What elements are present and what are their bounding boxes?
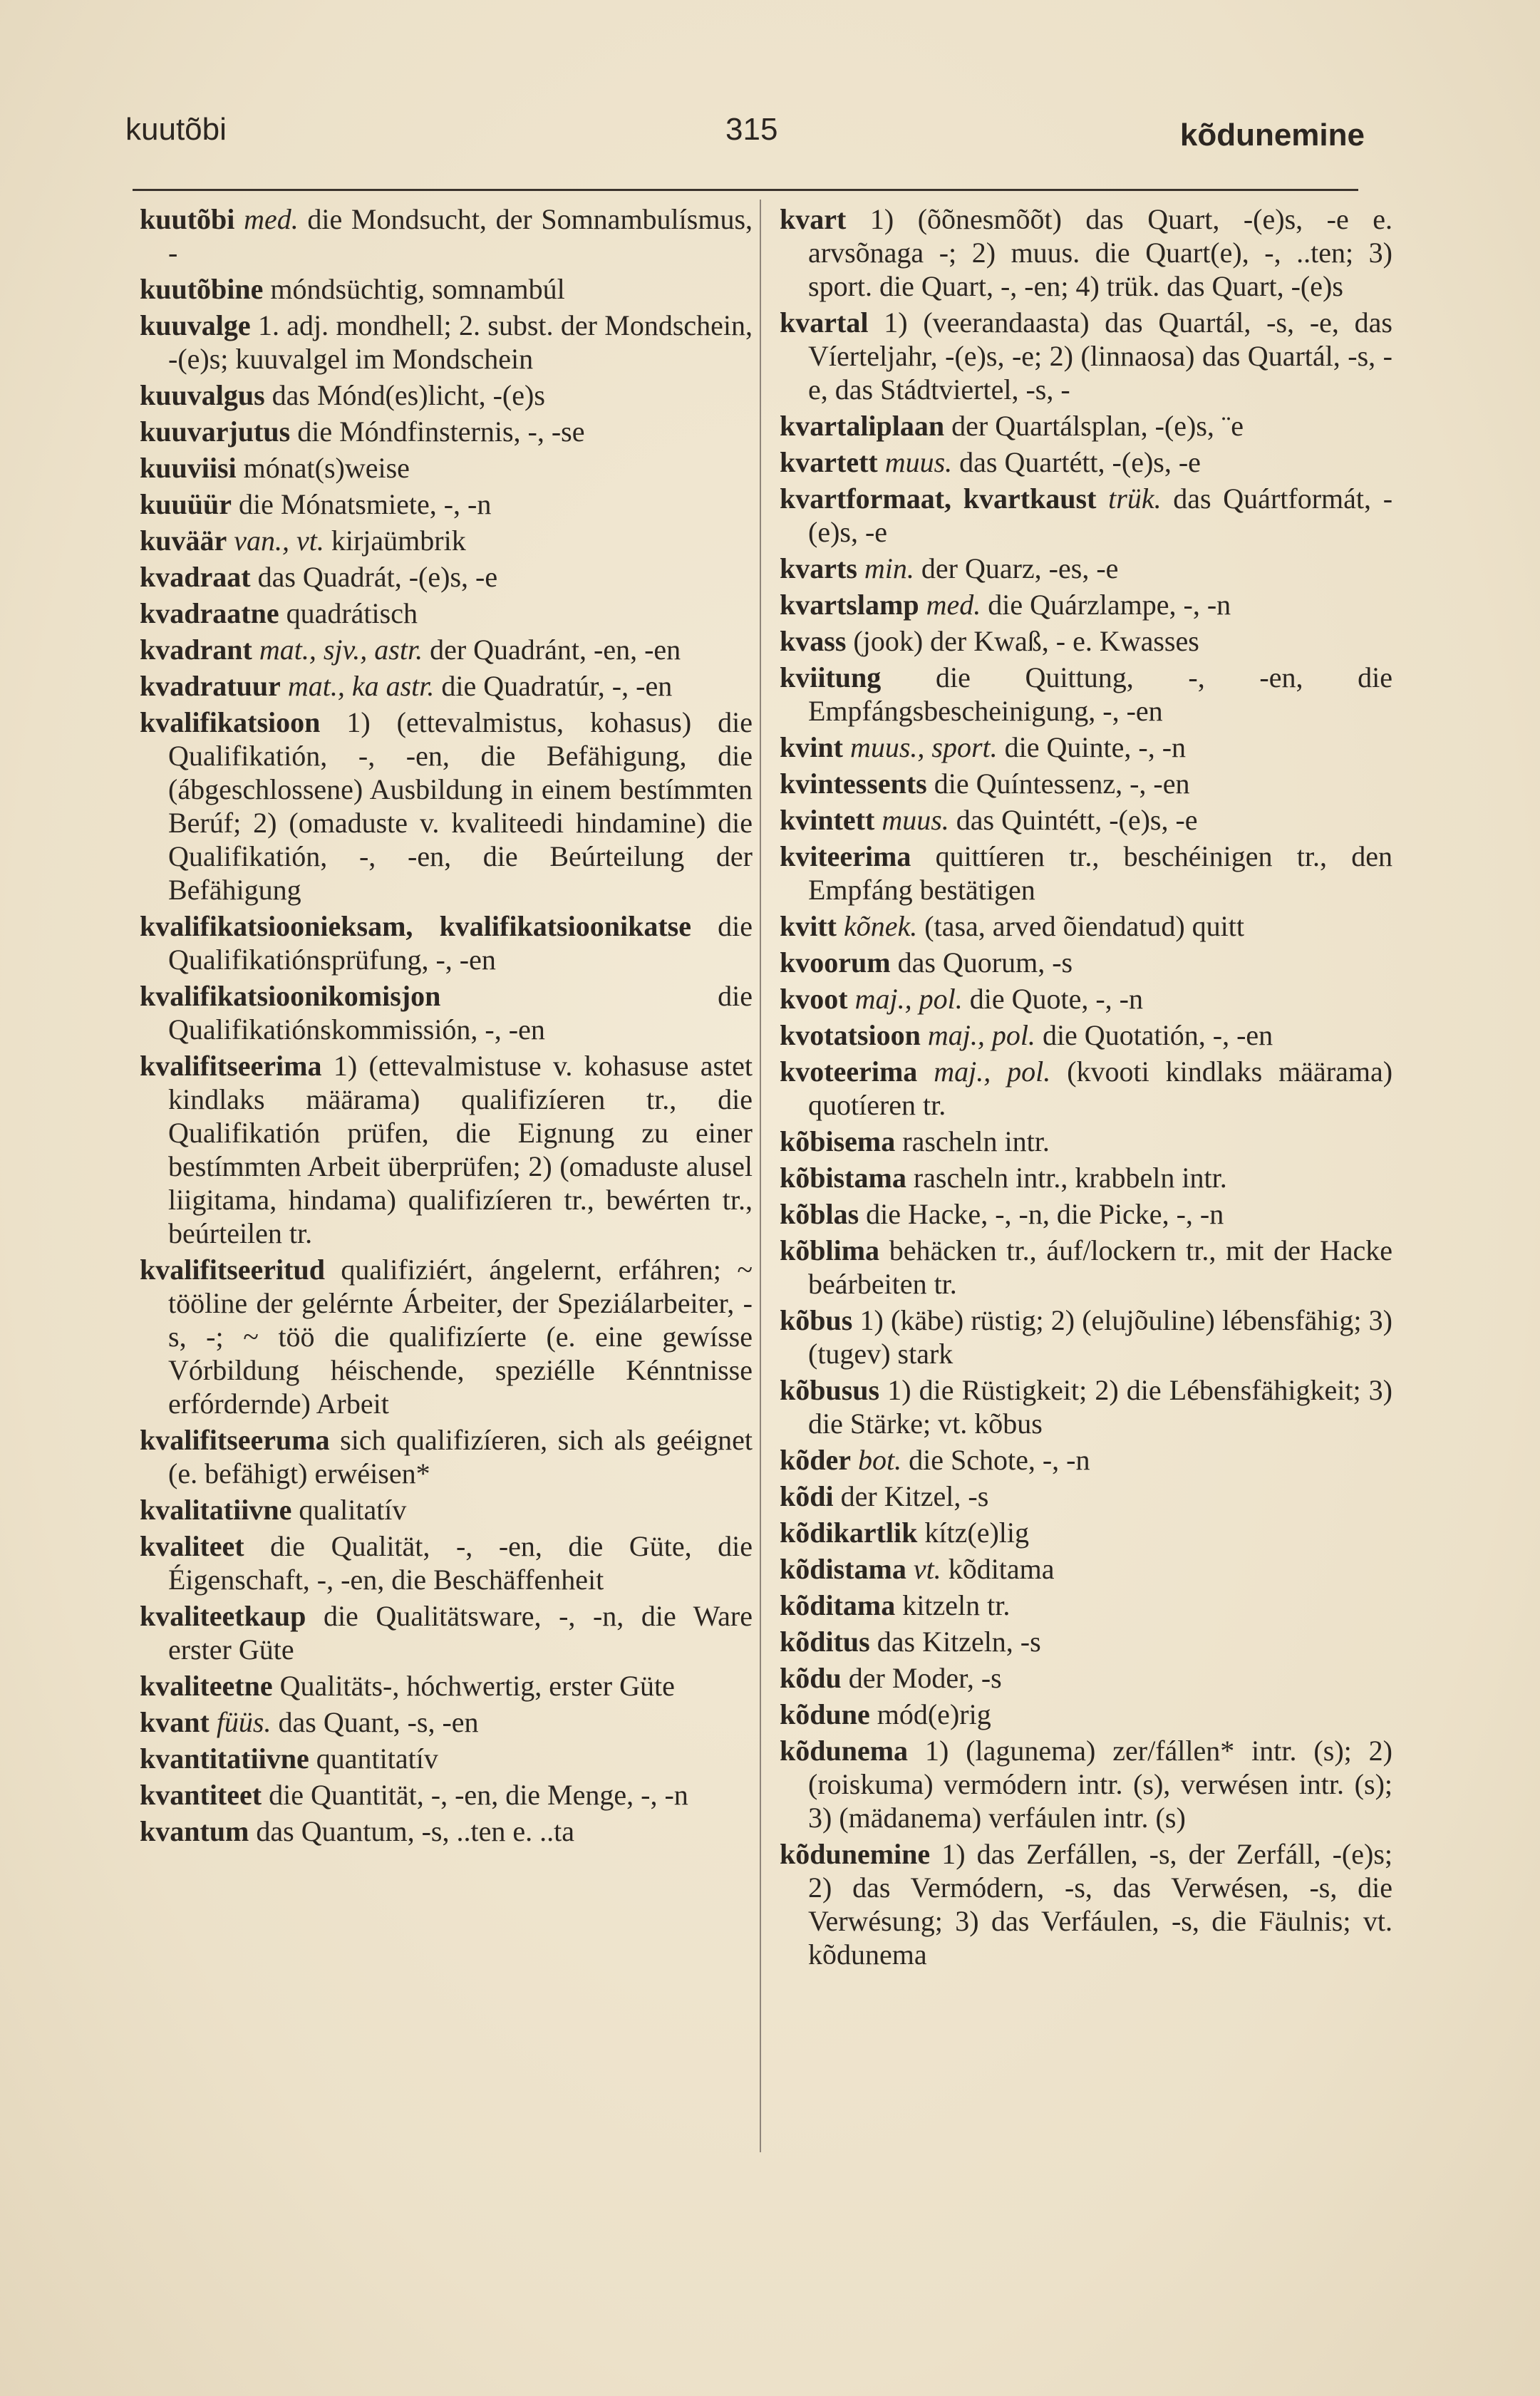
entry-headword: kvitt xyxy=(780,910,837,942)
entry-headword: kvantiteet xyxy=(140,1779,262,1811)
entry-headword: kvalifikatsioonikomisjon xyxy=(140,980,441,1012)
dictionary-entry xyxy=(140,1778,753,1812)
dictionary-entry xyxy=(140,633,753,666)
page-number: 315 xyxy=(725,112,778,147)
entry-definition: das Quantum, -s, ..ten e. ..ta xyxy=(256,1815,574,1847)
entry-definition: die Hacke, -, -n, die Picke, -, -n xyxy=(866,1198,1224,1230)
entry-headword: kuutõbine xyxy=(140,273,264,305)
entry-definition: die Mónatsmiete, -, -n xyxy=(238,488,492,520)
entry-usage-label: med. xyxy=(244,203,299,235)
entry-headword: kuutõbi xyxy=(140,203,235,235)
entry-headword: kvartslamp xyxy=(780,589,919,621)
entry-headword: kvint xyxy=(780,731,843,763)
entry-headword: kvantum xyxy=(140,1815,249,1847)
entry-headword: kvadratuur xyxy=(140,670,281,702)
entry-headword: kõdikartlik xyxy=(780,1517,918,1549)
entry-definition: kirjaümbrik xyxy=(331,525,466,557)
left-column xyxy=(140,202,753,1851)
entry-headword: kuuvalge xyxy=(140,309,251,341)
entry-headword: kuväär xyxy=(140,525,227,557)
entry-definition: (kvooti kindlaks määrama) quotíeren tr. xyxy=(808,1055,1393,1121)
entry-definition: die Quote, -, -n xyxy=(969,983,1143,1015)
entry-definition: die Quadratúr, -, -en xyxy=(441,670,673,702)
dictionary-entry xyxy=(780,982,1392,1016)
entry-headword: kvadraat xyxy=(140,561,251,593)
entry-headword: kõditus xyxy=(780,1626,870,1658)
dictionary-entry xyxy=(140,560,753,594)
entry-definition: die Quárzlampe, -, -n xyxy=(988,589,1231,621)
dictionary-entry xyxy=(780,1055,1392,1122)
dictionary-entry xyxy=(780,1589,1392,1622)
dictionary-entry xyxy=(140,309,753,376)
running-head-right: kõdunemine xyxy=(1179,118,1365,153)
entry-definition: 1. adj. mondhell; 2. subst. der Mondschein, -(e)s; kuuvalgel im Mondschein xyxy=(168,309,753,375)
dictionary-entry xyxy=(780,1698,1392,1731)
dictionary-entry xyxy=(780,1197,1392,1231)
entry-headword: kvintessents xyxy=(780,768,927,800)
dictionary-entry xyxy=(780,1303,1392,1370)
entry-definition: das Mónd(es)licht, -(e)s xyxy=(272,379,545,411)
entry-definition: quadrátisch xyxy=(286,597,418,629)
dictionary-entry xyxy=(140,1493,753,1527)
entry-usage-label: mat., ka astr. xyxy=(287,670,435,702)
entry-headword: kvalifitseeruma xyxy=(140,1424,330,1456)
entry-headword: kvant xyxy=(140,1706,210,1738)
entry-definition: behäcken tr., áuf/lockern tr., mit der Hacke beárbeiten tr. xyxy=(808,1234,1392,1300)
entry-headword: kviitung xyxy=(780,661,882,693)
entry-definition: 1) (veerandaasta) das Quartál, -s, -e, das Víerteljahr, -(e)s, -e; 2) (linnaosa) das Quartál, -s, -e, das Stádtviertel, -s, - xyxy=(808,306,1393,406)
entry-headword: kõbisema xyxy=(780,1125,896,1157)
entry-definition: quantitatív xyxy=(316,1742,438,1775)
entry-usage-label: maj., pol. xyxy=(854,983,963,1015)
entry-definition: kítz(e)lig xyxy=(924,1517,1030,1549)
dictionary-entry xyxy=(140,1669,753,1703)
entry-definition: das Kitzeln, -s xyxy=(877,1626,1041,1658)
dictionary-entry xyxy=(140,669,753,703)
entry-headword: kõdunema xyxy=(780,1735,909,1767)
dictionary-entry xyxy=(780,1837,1392,1971)
entry-definition: 1) (lagunema) zer/fállen* intr. (s); 2) (roiskuma) vermódern intr. (s), verwésen intr. (s); 3) (mädanema) verfáulen intr. (s) xyxy=(808,1735,1392,1834)
entry-definition: die Quinte, -, -n xyxy=(1004,731,1187,763)
entry-definition: die Qualität, -, -en, die Güte, die Éigenschaft, -, -en, die Beschäffenheit xyxy=(168,1530,753,1596)
entry-definition: (tasa, arved õiendatud) quitt xyxy=(924,910,1244,942)
entry-headword: kõdunemine xyxy=(780,1838,931,1870)
dictionary-entry xyxy=(140,909,753,976)
entry-definition: der Kitzel, -s xyxy=(840,1480,989,1512)
entry-headword: kvart xyxy=(780,203,847,235)
entry-headword: kvadrant xyxy=(140,634,252,666)
entry-definition: die Qualifikatiónskommissión, -, -en xyxy=(168,980,753,1045)
dictionary-entry xyxy=(780,306,1392,406)
entry-definition: die Quíntessenz, -, -en xyxy=(934,768,1190,800)
entry-headword: kuuvalgus xyxy=(140,379,265,411)
entry-usage-label: van., vt. xyxy=(234,525,324,557)
dictionary-entry xyxy=(780,840,1392,907)
entry-definition: 1) (ettevalmistus, kohasus) die Qualifikatión, -, -en, die Befähigung, die (ábgeschlossene) Ausbildung in einem bestímmten Berúf; 2) (omaduste v. kvaliteedi hindamine) die Qualifikatión, -, -en, die Beúrteilung der Befähigung xyxy=(168,706,753,906)
entry-headword: kvartformaat, kvartkaust xyxy=(780,482,1097,515)
entry-usage-label: mat., sjv., astr. xyxy=(259,634,423,666)
entry-headword: kuuviisi xyxy=(140,452,237,484)
entry-definition: die Schote, -, -n xyxy=(909,1444,1090,1476)
entry-definition: qualifiziért, ángelernt, erfáhren; ~ tööline der gelérnte Árbeiter, der Speziálarbeiter, -s, -; ~ töö die qualifizíerte (e. eine gewísse Vórbildung héischende, speziélle Kénntnisse erfórdernde) Arbeit xyxy=(168,1254,753,1420)
entry-headword: kõdune xyxy=(780,1698,870,1730)
entry-usage-label: trük. xyxy=(1108,482,1162,515)
entry-headword: kvadraatne xyxy=(140,597,279,629)
entry-usage-label: muus. xyxy=(882,804,949,836)
dictionary-entry xyxy=(140,1599,753,1666)
entry-definition: das Quártformát, -(e)s, -e xyxy=(808,482,1393,548)
entry-definition: die Quotatión, -, -en xyxy=(1042,1019,1273,1051)
entry-headword: kvalifikatsioonieksam, kvalifikatsioonikatse xyxy=(140,910,691,942)
dictionary-entry xyxy=(780,661,1392,728)
dictionary-entry xyxy=(780,1125,1392,1158)
entry-definition: die Quantität, -, -en, die Menge, -, -n xyxy=(269,1779,688,1811)
entry-definition: 1) die Rüstigkeit; 2) die Lébensfähigkeit; 3) die Stärke; vt. kõbus xyxy=(808,1374,1392,1440)
entry-definition: die Qualifikatiónsprüfung, -, -en xyxy=(168,910,753,976)
dictionary-entry xyxy=(780,1552,1392,1586)
entry-headword: kvalifitseeritud xyxy=(140,1254,325,1286)
dictionary-entry xyxy=(140,1814,753,1848)
entry-headword: kuuvarjutus xyxy=(140,415,291,448)
dictionary-entry xyxy=(140,597,753,630)
entry-definition: 1) (õõnesmõõt) das Quart, -(e)s, -e e. arvsõnaga -; 2) muus. die Quart(e), -, ..ten; 3) sport. die Quart, -, -en; 4) trük. das Quart, -(e)s xyxy=(808,203,1393,302)
entry-definition: mód(e)rig xyxy=(877,1698,991,1730)
entry-definition: (jook) der Kwaß, - e. Kwasses xyxy=(853,625,1199,657)
dictionary-entry xyxy=(780,202,1392,303)
dictionary-entry xyxy=(140,1742,753,1775)
entry-headword: kõblas xyxy=(780,1198,859,1230)
entry-headword: kvartett xyxy=(780,446,878,478)
entry-definition: sich qualifizíeren, sich als geéignet (e. befähigt) erwéisen* xyxy=(168,1424,753,1489)
dictionary-entry xyxy=(780,803,1392,837)
dictionary-entry xyxy=(780,909,1392,943)
dictionary-entry xyxy=(780,409,1392,443)
entry-headword: kvantitatiivne xyxy=(140,1742,309,1775)
entry-headword: kvaliteetkaup xyxy=(140,1600,306,1632)
entry-headword: kvartal xyxy=(780,306,869,339)
entry-headword: kvaliteet xyxy=(140,1530,244,1562)
dictionary-entry xyxy=(780,1234,1392,1301)
entry-headword: kviteerima xyxy=(780,840,911,872)
entry-usage-label: min. xyxy=(864,552,914,584)
entry-headword: kõditama xyxy=(780,1589,896,1621)
entry-headword: kõbusus xyxy=(780,1374,880,1406)
entry-headword: kvass xyxy=(780,625,847,657)
dictionary-entry xyxy=(780,1018,1392,1052)
entry-headword: kõbus xyxy=(780,1304,853,1336)
header-rule xyxy=(133,189,1358,191)
entry-headword: kvintett xyxy=(780,804,875,836)
entry-definition: Qualitäts-, hóchwertig, erster Güte xyxy=(279,1670,675,1702)
entry-definition: 1) (ettevalmistuse v. kohasuse astet kindlaks määrama) qualifizíeren tr., die Qualifikatión prüfen, die Eignung zu einer bestímmten Arbeit überprüfen; 2) (omaduste alusel liigitama, hindama) qualifizíeren tr., bewérten tr., beúrteilen tr. xyxy=(168,1050,753,1249)
entry-definition: der Quarz, -es, -e xyxy=(921,552,1119,584)
entry-headword: kvalifitseerima xyxy=(140,1050,322,1082)
entry-headword: kõdi xyxy=(780,1480,834,1512)
entry-definition: rascheln intr., krabbeln intr. xyxy=(913,1162,1227,1194)
dictionary-entry xyxy=(140,1529,753,1596)
entry-usage-label: maj., pol. xyxy=(934,1055,1051,1088)
dictionary-entry xyxy=(140,272,753,306)
dictionary-entry xyxy=(780,1373,1392,1440)
right-column xyxy=(780,202,1392,1974)
entry-definition: 1) (käbe) rüstig; 2) (elujõuline) lébensfähig; 3) (tugev) stark xyxy=(808,1304,1392,1370)
column-divider xyxy=(760,200,761,2152)
dictionary-entry xyxy=(780,946,1392,979)
entry-usage-label: bot. xyxy=(858,1444,902,1476)
entry-definition: das Quant, -s, -en xyxy=(278,1706,479,1738)
dictionary-entry xyxy=(140,1705,753,1739)
entry-definition: die Móndfinsternis, -, -se xyxy=(297,415,585,448)
entry-definition: rascheln intr. xyxy=(902,1125,1050,1157)
dictionary-entry xyxy=(780,624,1392,658)
dictionary-entry xyxy=(140,202,753,269)
dictionary-entry xyxy=(140,378,753,412)
dictionary-entry xyxy=(140,524,753,557)
dictionary-entry xyxy=(780,1161,1392,1194)
entry-definition: das Quorum, -s xyxy=(897,946,1073,978)
entry-definition: die Quittung, -, -en, die Empfángsbescheinigung, -, -en xyxy=(808,661,1392,727)
entry-headword: kõdu xyxy=(780,1662,842,1694)
entry-headword: kvarts xyxy=(780,552,857,584)
dictionary-entry xyxy=(140,706,753,907)
entry-headword: kõblima xyxy=(780,1234,880,1266)
entry-definition: die Qualitätsware, -, -n, die Ware erster Güte xyxy=(168,1600,753,1666)
entry-headword: kvotatsioon xyxy=(780,1019,921,1051)
entry-definition: die Mondsucht, der Somnambulísmus, - xyxy=(168,203,753,269)
dictionary-entry xyxy=(140,1423,753,1490)
entry-headword: kvartaliplaan xyxy=(780,410,945,442)
entry-headword: kvalifikatsioon xyxy=(140,706,321,738)
entry-definition: kõditama xyxy=(948,1553,1055,1585)
running-head-left: kuutõbi xyxy=(125,112,227,147)
entry-usage-label: med. xyxy=(926,589,981,621)
entry-usage-label: vt. xyxy=(913,1553,941,1585)
entry-usage-label: maj., pol. xyxy=(927,1019,1035,1051)
dictionary-entry xyxy=(780,445,1392,479)
dictionary-entry xyxy=(140,979,753,1046)
entry-headword: kõdistama xyxy=(780,1553,906,1585)
dictionary-entry xyxy=(780,1480,1392,1513)
entry-headword: kõbistama xyxy=(780,1162,906,1194)
dictionary-entry xyxy=(780,1734,1392,1834)
dictionary-entry xyxy=(140,415,753,448)
entry-definition: kitzeln tr. xyxy=(902,1589,1011,1621)
dictionary-entry xyxy=(780,730,1392,764)
dictionary-entry xyxy=(780,482,1392,549)
entry-usage-label: kõnek. xyxy=(844,910,918,942)
entry-definition: móndsüchtig, somnambúl xyxy=(270,273,565,305)
entry-headword: kvalitatiivne xyxy=(140,1494,292,1526)
entry-definition: mónat(s)weise xyxy=(243,452,410,484)
entry-usage-label: muus. xyxy=(884,446,953,478)
dictionary-entry xyxy=(780,1625,1392,1658)
entry-definition: der Quartálsplan, -(e)s, ¨e xyxy=(951,410,1244,442)
entry-headword: kuuüür xyxy=(140,488,232,520)
dictionary-entry xyxy=(780,1443,1392,1477)
entry-headword: kvoot xyxy=(780,983,848,1015)
dictionary-entry xyxy=(780,552,1392,585)
dictionary-entry xyxy=(780,1516,1392,1549)
dictionary-entry xyxy=(140,451,753,485)
entry-definition: qualitatív xyxy=(299,1494,407,1526)
entry-headword: kvaliteetne xyxy=(140,1670,273,1702)
dictionary-entry xyxy=(140,1253,753,1420)
entry-usage-label: füüs. xyxy=(216,1706,272,1738)
dictionary-entry xyxy=(140,487,753,521)
entry-definition: 1) das Zerfállen, -s, der Zerfáll, -(e)s; 2) das Vermódern, -s, das Verwésen, -s, die Verwésung; 3) das Verfáulen, -s, die Fäulnis; vt. kõdunema xyxy=(808,1838,1393,1971)
entry-definition: das Quadrát, -(e)s, -e xyxy=(257,561,498,593)
entry-definition: das Quartétt, -(e)s, -e xyxy=(959,446,1201,478)
entry-headword: kvoorum xyxy=(780,946,891,978)
entry-headword: kvoteerima xyxy=(780,1055,918,1088)
entry-definition: quittíeren tr., beschéinigen tr., den Empfáng bestätigen xyxy=(808,840,1392,906)
entry-definition: das Quintétt, -(e)s, -e xyxy=(956,804,1198,836)
entry-definition: der Moder, -s xyxy=(848,1662,1002,1694)
dictionary-entry xyxy=(780,588,1392,621)
entry-usage-label: muus., sport. xyxy=(849,731,998,763)
dictionary-entry xyxy=(780,1661,1392,1695)
dictionary-entry xyxy=(780,767,1392,800)
dictionary-entry xyxy=(140,1049,753,1250)
entry-headword: kõder xyxy=(780,1444,851,1476)
entry-definition: der Quadránt, -en, -en xyxy=(430,634,681,666)
